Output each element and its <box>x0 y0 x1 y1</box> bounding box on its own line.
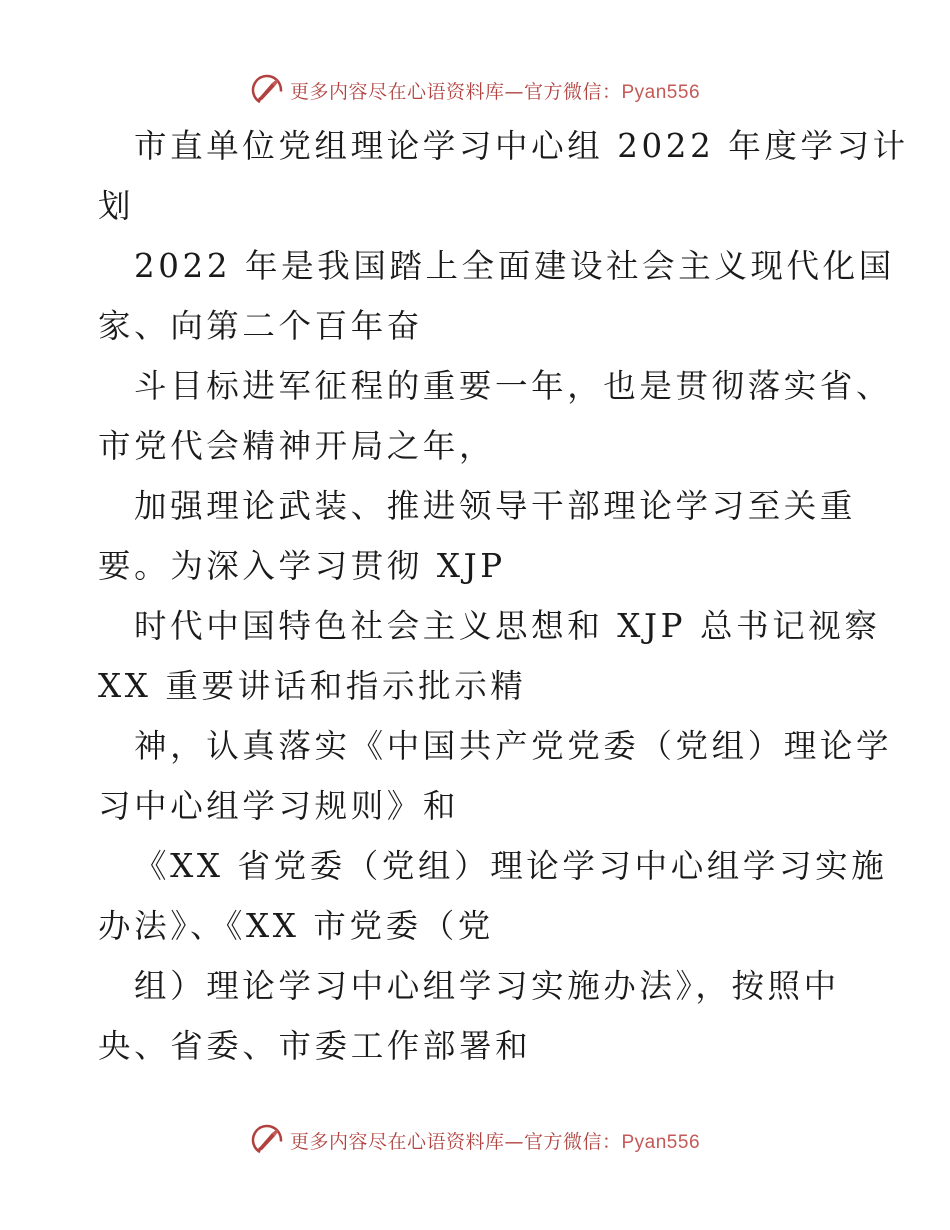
doc-line: 斗目标进军征程的重要一年，也是贯彻落实省、 <box>134 367 893 405</box>
watermark-separator: — <box>504 1130 524 1153</box>
doc-line: 市党代会精神开局之年， <box>98 427 496 465</box>
watermark-site: 更多内容尽在心语资料库 <box>289 1130 505 1153</box>
doc-line: 《XX 省党委（党组）理论学习中心组学习实施 <box>134 847 888 885</box>
doc-line: XX 重要讲话和指示批示精 <box>98 667 527 705</box>
doc-line: 时代中国特色社会主义思想和 XJP 总书记视察 <box>134 607 881 645</box>
watermark-text <box>290 1127 700 1154</box>
footer-watermark <box>0 1122 950 1158</box>
doc-title-line-2: 划 <box>98 187 135 225</box>
doc-line: 习中心组学习规则》和 <box>98 787 460 825</box>
watermark-wechat-label: 官方微信： <box>523 80 622 103</box>
watermark-wechat-label: 官方微信： <box>523 1130 622 1153</box>
doc-line: 办法》、《XX 市党委（党 <box>98 907 494 945</box>
watermark-wechat-id: Pyan556 <box>621 81 701 103</box>
doc-title-line-1: 市直单位党组理论学习中心组 2022 年度学习计 <box>134 127 909 165</box>
quill-logo-icon <box>250 1123 284 1157</box>
doc-line: 神，认真落实《中国共产党党委（党组）理论学 <box>134 727 893 765</box>
doc-line: 家、向第二个百年奋 <box>98 307 423 345</box>
watermark-wechat-id: Pyan556 <box>621 1131 701 1153</box>
doc-line: 组）理论学习中心组学习实施办法》，按照中 <box>134 967 840 1005</box>
doc-line: 加强理论武装、推进领导干部理论学习至关重 <box>134 487 857 525</box>
doc-line: 央、省委、市委工作部署和 <box>98 1027 532 1065</box>
watermark-site: 更多内容尽在心语资料库 <box>289 80 505 103</box>
doc-line: 2022 年是我国踏上全面建设社会主义现代化国 <box>134 247 895 285</box>
watermark-separator: — <box>504 80 524 103</box>
doc-line: 要。为深入学习贯彻 XJP <box>98 547 506 585</box>
